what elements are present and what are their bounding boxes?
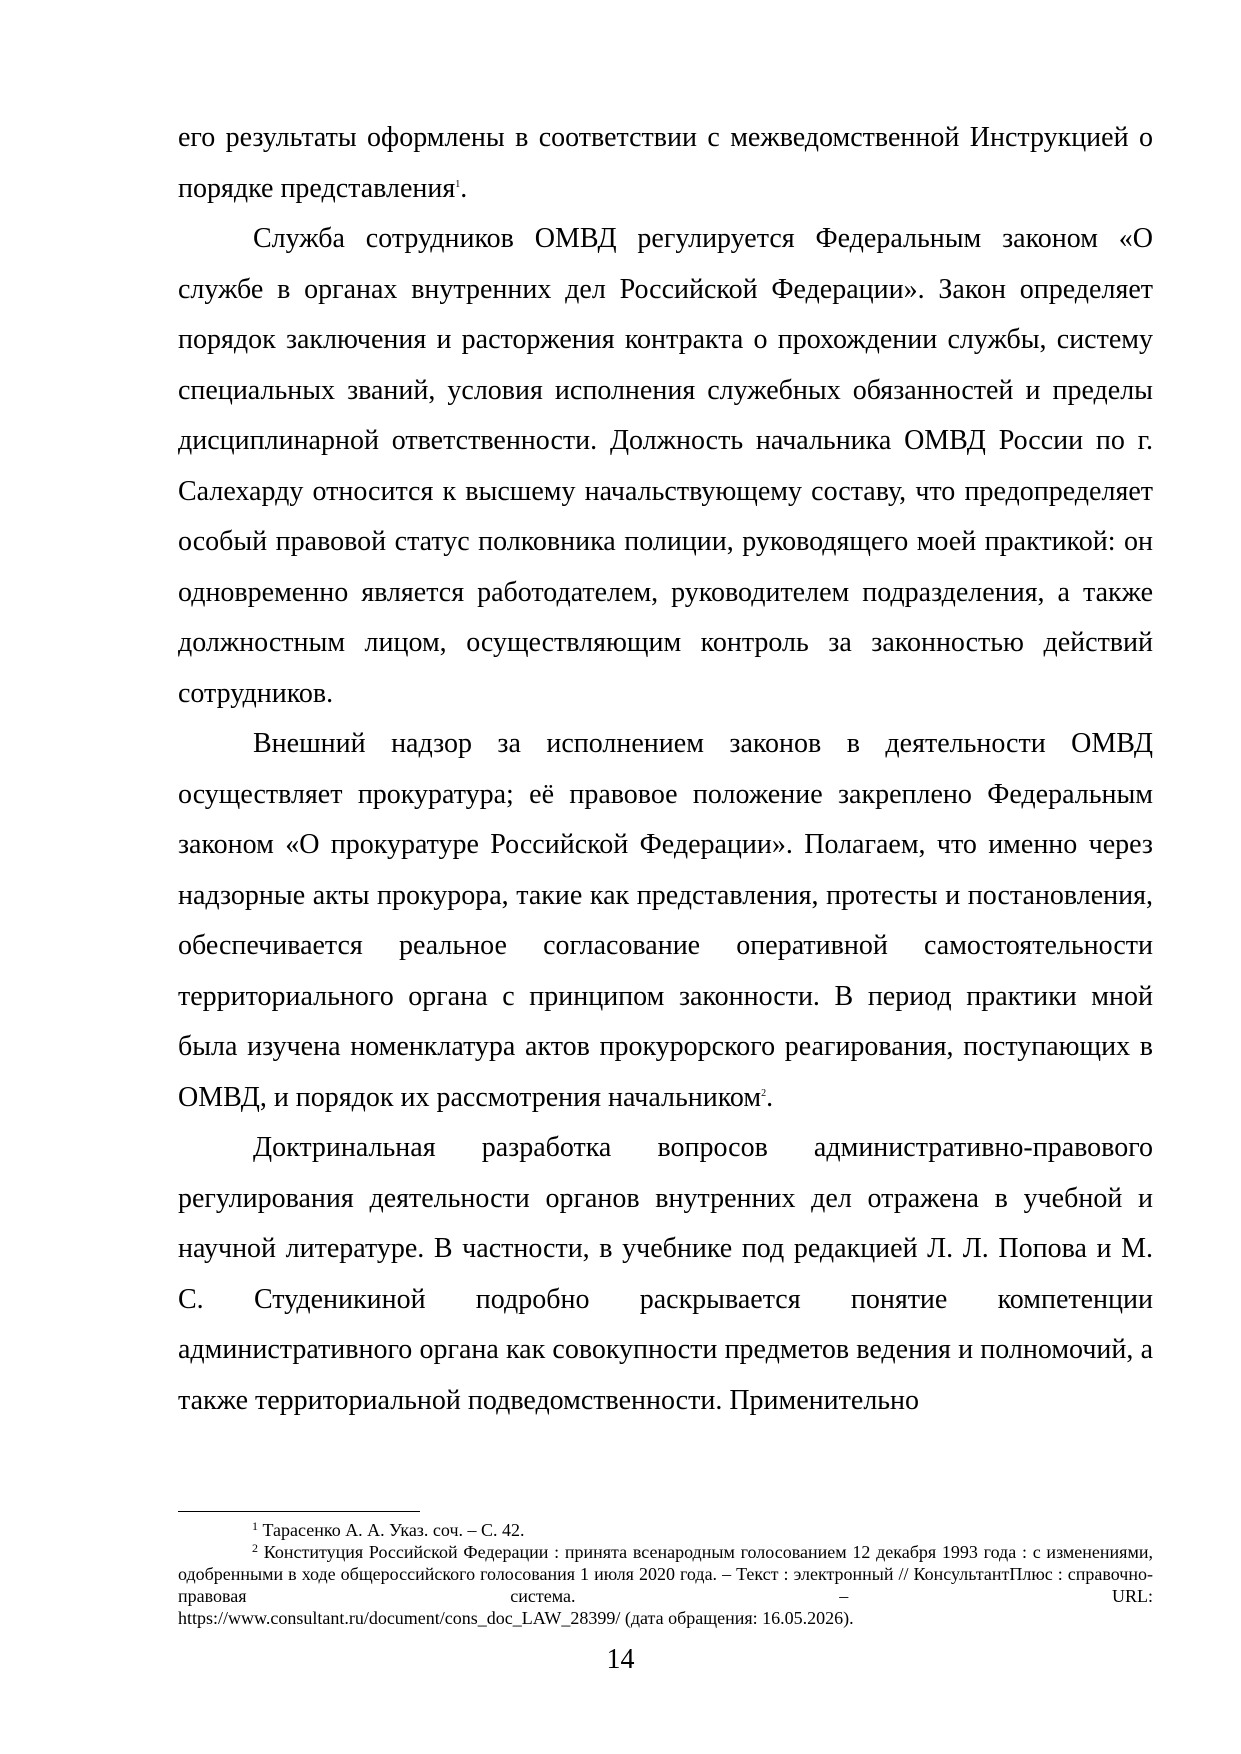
paragraph-1-end: .: [460, 172, 468, 204]
paragraph-2-text: Служба сотрудников ОМВД регулируется Федеральным законом «О службе в органах внутренних дел Российской Федерации». Закон определяет порядок заключения и расторжения контракта о прохождении службы, систему специальных званий, условия исполнения служебных обязанностей и пределы дисциплинарной ответственности. Должность начальника ОМВД России по г. Салехарду относится к высшему начальствующему составу, что предопределяет особый правовой статус полковника полиции, руководящего моей практикой: он одновременно является работодателем, руководителем подразделения, а также должностным лицом, осуществляющим контроль за законностью действий сотрудников.: [178, 223, 1153, 709]
footnote-1-text: Тарасенко А. А. Указ. соч. – С. 42.: [262, 1520, 525, 1540]
footnote-ref-1[interactable]: 1: [455, 178, 461, 190]
paragraph-4-text: Доктринальная разработка вопросов административно-правового регулирования деятельности органов внутренних дел отражена в учебной и научной литературе. В частности, в учебнике под редакцией Л. Л. Попова и М. С. Студеникиной подробно раскрывается понятие компетенции административного органа как совокупности предметов ведения и полномочий, а также территориальной подведомственности. Применительно: [178, 1132, 1153, 1416]
paragraph-1: [178, 113, 1153, 214]
page-number: 14: [606, 1644, 635, 1675]
paragraph-3-text: Внешний надзор за исполнением законов в деятельности ОМВД осуществляет прокуратура; её правовое положение закреплено Федеральным законом «О прокуратуре Российской Федерации». Полагаем, что именно через надзорные акты прокурора, такие как представления, протесты и постановления, обеспечивается реальное согласование оперативной самостоятельности территориального органа с принципом законности. В период практики мной была изучена номенклатура актов прокурорского реагирования, поступающих в ОМВД, и порядок их рассмотрения начальником: [178, 728, 1153, 1113]
footnote-1: [178, 1519, 1153, 1541]
footnote-2: [178, 1541, 1153, 1629]
page-body: [178, 113, 1153, 1426]
paragraph-3: [178, 719, 1153, 1123]
footnote-2-text: Конституция Российской Федерации : принята всенародным голосованием 12 декабря 1993 года : с изменениями, одобренными в ходе общероссийского голосования 1 июля 2020 года. – Текст : электронный // КонсультантПлюс : справочно-правовая система. – URL:: [178, 1542, 1153, 1606]
footnote-2-body: [178, 1541, 1153, 1607]
paragraph-3-end: .: [766, 1081, 774, 1113]
footnote-separator: [178, 1511, 420, 1512]
footnote-2-url[interactable]: https://www.consultant.ru/document/cons_doc_LAW_28399/ (дата обращения: 16.05.2026).: [178, 1608, 854, 1628]
footnote-ref-2[interactable]: 2: [761, 1087, 767, 1099]
paragraph-4: [178, 1123, 1153, 1426]
footnote-2-main: [178, 1541, 1153, 1607]
footnote-1-number: 1: [252, 1519, 258, 1533]
footnotes: [178, 1519, 1153, 1629]
footnote-2-number: 2: [252, 1541, 258, 1555]
paragraph-2: [178, 214, 1153, 719]
paragraph-1-text: его результаты оформлены в соответствии с межведомственной Инструкцией о порядке представления: [178, 122, 1153, 204]
